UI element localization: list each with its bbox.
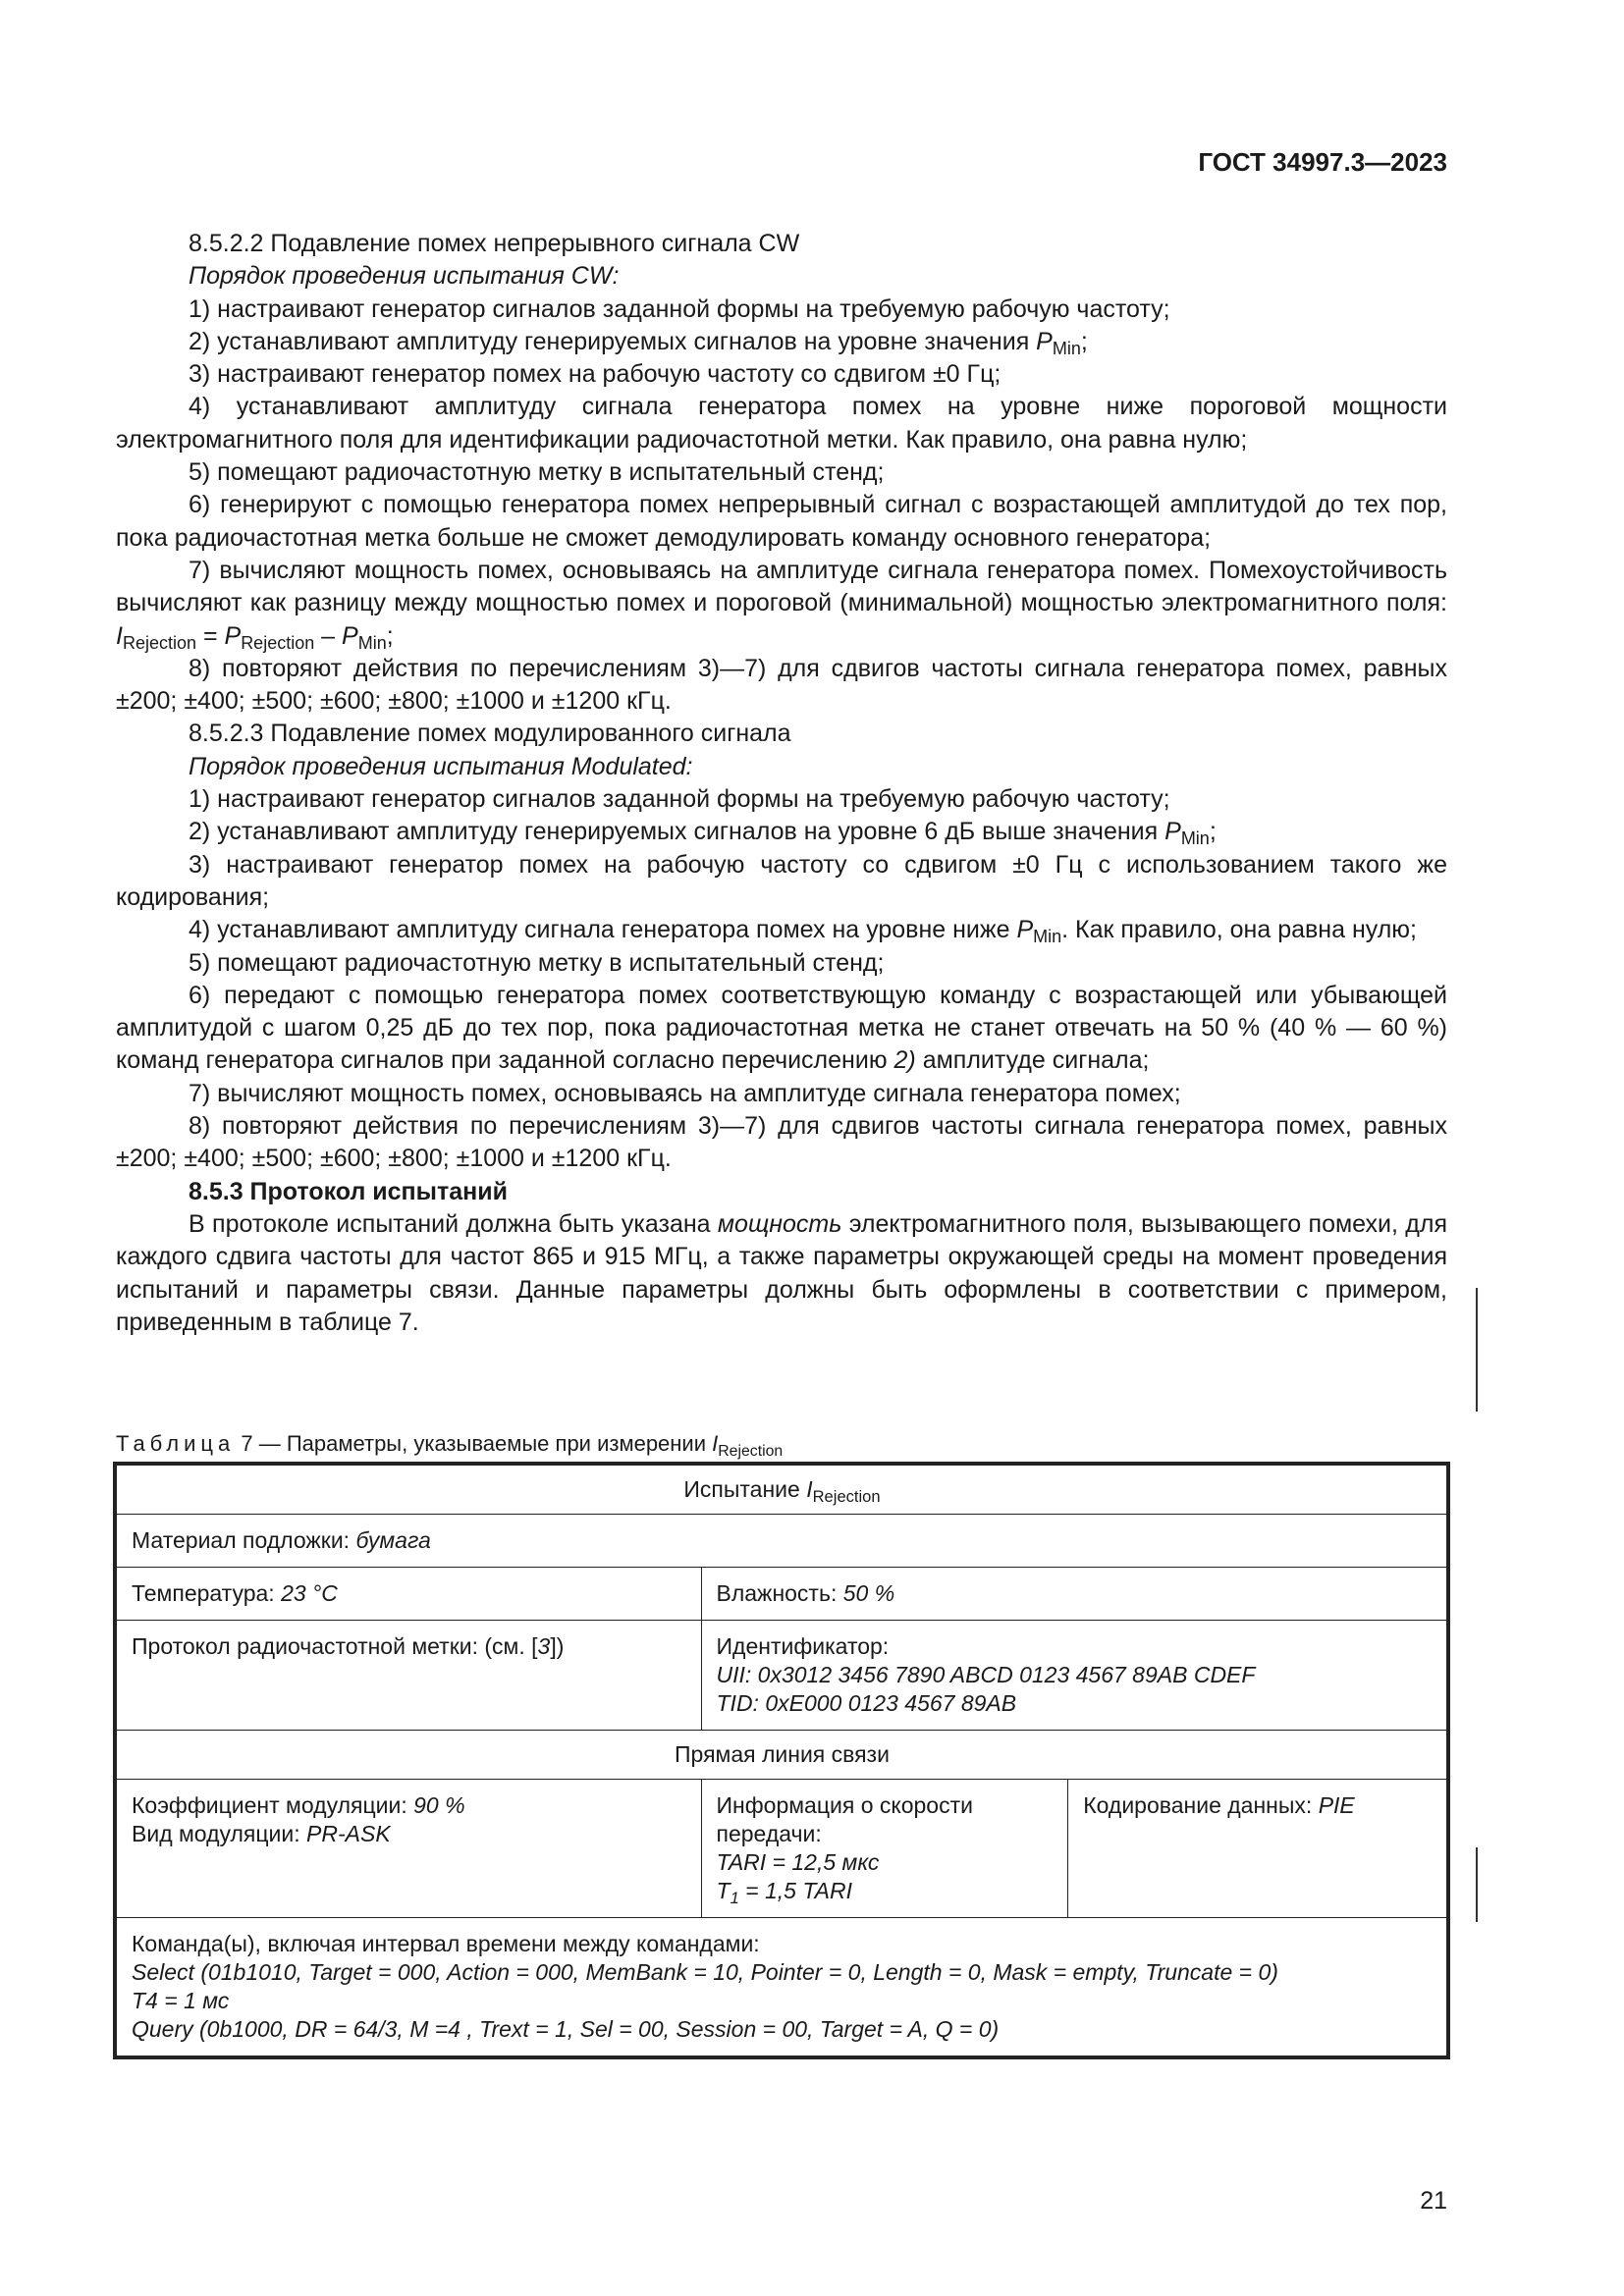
procedure-heading-modulated: Порядок проведения испытания Modulated: [189,752,693,780]
mod-step-5: 5) помещают радиочастотную метку в испытательный стенд; [189,948,885,977]
table-caption: Таблица 7 — Параметры, указываемые при измерении $I_{Rejection}$ [116,1431,784,1460]
protocol-paragraph: В протоколе испытаний должна быть указана мощность электромагнитного поля, вызывающего помехи, для каждого сдвига частоты для частот 865 и 915 МГц, а также параметры окружающей среды на момент проведения испытаний и параметры связи. Данные параметры должны быть оформлены в соответствии с примером, приведенным в таблице 7. [116,1209,1447,1336]
table-row [117,1918,1447,2056]
select-command: Select (01b1010, Target = 000, Action = 000, MemBank = 10, Pointer = 0, Length = 0, Mask = empty, Truncate = 0) [132,1959,1278,1985]
query-command: Query (0b1000, DR = 64/3, M =4 , Trext = 1, Sel = 00, Session = 00, Target = A, Q = 0) [132,2016,1000,2042]
modulation-cell: Коэффициент модуляции: 90 % Вид модуляции: PR-ASK [117,1780,702,1918]
parameters-table [116,1465,1447,2056]
document-code: ГОСТ 34997.3—2023 [1198,147,1447,177]
mod-step-3: 3) настраивают генератор помех на рабочую частоту со сдвигом ±0 Гц с использованием такого же кодирования; [116,850,1447,911]
downlink-header-cell: Прямая линия связи [117,1731,1447,1780]
mod-step-1: 1) настраивают генератор сигналов заданной формы на требуемую рабочую частоту; [189,785,1170,814]
t4-interval: T4 = 1 мс [132,1988,230,2013]
procedure-heading-cw: Порядок проведения испытания CW: [189,262,620,291]
cw-step-3: 3) настраивают генератор помех на рабочую частоту со сдвигом ±0 Гц; [189,360,1001,389]
mod-step-8: 8) повторяют действия по перечислениям 3)—7) для сдвигов частоты сигнала генератора помех, равных ±200; ±400; ±500; ±600; ±800; ±1000 и ±1200 кГц. [116,1112,1447,1173]
cw-step-8: 8) повторяют действия по перечислениям 3)—7) для сдвигов частоты сигнала генератора помех, равных ±200; ±400; ±500; ±600; ±800; ±1000 и ±1200 кГц. [116,654,1447,716]
section-title-853: 8.5.3 Протокол испытаний [189,1177,508,1205]
table-row [117,1466,1447,1515]
data-rate-cell: Информация о скорости передачи: TARI = 12,5 мкс $T_1 = 1,5$ TARI [701,1780,1068,1918]
table-row [117,1568,1447,1621]
humidity-cell: Влажность: 50 % [701,1568,1447,1621]
cw-step-7: 7) вычисляют мощность помех, основываясь на амплитуде сигнала генератора помех. Помехоустойчивость вычисляют как разницу между мощностью помех и пороговой (минимальной) мощностью электромагнитного поля: $I_{Rejection} = P_{Rejection} - P_{Min}$; [116,556,1447,653]
tag-protocol-cell: Протокол радиочастотной метки: (см. [3]) [117,1621,702,1731]
page-number: 21 [1420,2187,1447,2215]
section-title-8522: 8.5.2.2 Подавление помех непрерывного сигнала CW [189,230,800,257]
identifier-cell: Идентификатор: UII: 0x3012 3456 7890 ABCD 0123 4567 89AB CDEF TID: 0xE000 0123 4567 89AB [701,1621,1447,1731]
change-bar [1476,1847,1478,1922]
table-row [117,1780,1447,1918]
table-header-cell: Испытание $I_{Rejection}$ [117,1466,1447,1515]
table-row [117,1731,1447,1780]
data-coding-cell: Кодирование данных: PIE [1068,1780,1447,1918]
section-title-8523: 8.5.2.3 Подавление помех модулированного сигнала [189,720,791,748]
mod-step-6: 6) передают с помощью генератора помех соответствующую команду с возрастающей или убывающей амплитудой с шагом 0,25 дБ до тех пор, пока радиочастотная метка не станет отвечать на 50 % (40 % — 60 %) команд генератора сигналов при заданной согласно перечислению 2) амплитуде сигнала; [116,981,1447,1075]
substrate-cell: Материал подложки: бумага [117,1515,1447,1568]
mod-step-2: 2) устанавливают амплитуду генерируемых сигналов на уровне 6 дБ выше значения $P_{Min}$; [189,818,1217,849]
tid-value: TID: 0xE000 0123 4567 89AB [716,1690,1017,1716]
cw-step-6: 6) генерируют с помощью генератора помех непрерывный сигнал с возрастающей амплитудой до тех пор, пока радиочастотная метка больше не сможет демодулировать команду основного генератора; [116,491,1447,552]
mod-step-4: 4) устанавливают амплитуду сигнала генератора помех на уровне ниже $P_{Min}$. Как правило, она равна нулю; [189,916,1417,947]
uii-value: UII: 0x3012 3456 7890 ABCD 0123 4567 89AB CDEF [716,1662,1256,1687]
table-row [117,1621,1447,1731]
temperature-cell: Температура: 23 °C [117,1568,702,1621]
body-text [116,228,1447,1339]
cw-step-4: 4) устанавливают амплитуду сигнала генератора помех на уровне ниже пороговой мощности электромагнитного поля для идентификации радиочастотной метки. Как правило, она равна нулю; [116,393,1447,454]
cw-step-5: 5) помещают радиочастотную метку в испытательный стенд; [189,458,885,487]
cw-step-2: 2) устанавливают амплитуду генерируемых сигналов на уровне значения $P_{Min}$; [189,327,1088,358]
cw-step-1: 1) настраивают генератор сигналов заданной формы на требуемую рабочую частоту; [189,294,1170,323]
table-row [117,1515,1447,1568]
change-bar [1476,1288,1478,1412]
mod-step-7: 7) вычисляют мощность помех, основываясь на амплитуде сигнала генератора помех; [189,1079,1181,1107]
commands-cell: Команда(ы), включая интервал времени между командами: Select (01b1010, Target = 000, Action = 000, MemBank = 10, Pointer = 0, Length = 0, Mask = empty, Truncate = 0) T4 = 1 мс Query (0b1000, DR = 64/3, M =4 , Trext = 1, Sel = 00, Session = 00, Target = A, Q = 0) [117,1918,1447,2056]
